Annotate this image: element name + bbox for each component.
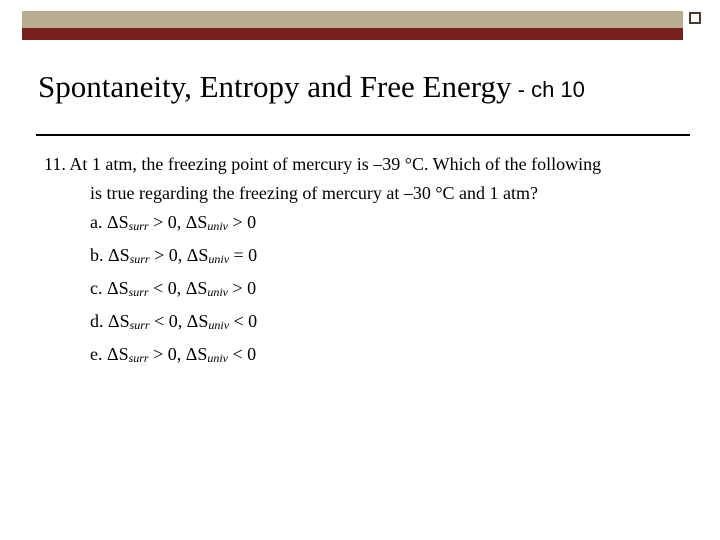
answer-option-a	[44, 208, 684, 241]
option-text: < 0	[229, 311, 258, 331]
option-subscript: surr	[128, 219, 149, 233]
question-block	[44, 150, 684, 373]
option-subscript: surr	[129, 318, 150, 332]
option-text: > 0	[228, 278, 257, 298]
option-text: e. ΔS	[90, 344, 129, 364]
header-band-dark	[22, 28, 683, 40]
option-text: > 0, ΔS	[148, 344, 208, 364]
option-text: a. ΔS	[90, 212, 129, 232]
option-subscript: surr	[129, 252, 150, 266]
title-divider	[36, 134, 690, 136]
option-text: = 0	[229, 245, 258, 265]
answer-option-e	[44, 340, 684, 373]
option-subscript: univ	[207, 351, 229, 365]
option-text: > 0, ΔS	[148, 212, 208, 232]
answer-option-c	[44, 274, 684, 307]
option-subscript: univ	[207, 219, 229, 233]
option-text: < 0, ΔS	[148, 278, 208, 298]
option-subscript: univ	[208, 252, 230, 266]
option-subscript: univ	[207, 285, 229, 299]
option-text: > 0	[228, 212, 257, 232]
option-subscript: surr	[128, 285, 149, 299]
option-subscript: univ	[208, 318, 230, 332]
option-text: b. ΔS	[90, 245, 130, 265]
header-band-light	[22, 11, 683, 28]
slide-title-text: Spontaneity, Entropy and Free Energy	[38, 69, 512, 104]
answer-option-b	[44, 241, 684, 274]
corner-square-icon-lower	[689, 29, 701, 41]
corner-square-icon	[689, 12, 701, 24]
option-text: > 0, ΔS	[149, 245, 209, 265]
option-subscript: surr	[128, 351, 149, 365]
slide-title	[38, 70, 585, 104]
option-text: c. ΔS	[90, 278, 129, 298]
question-line-1: 11. At 1 atm, the freezing point of mercury is –39 °C. Which of the following	[44, 154, 602, 174]
option-text: < 0	[228, 344, 257, 364]
option-text: d. ΔS	[90, 311, 130, 331]
question-line-2: is true regarding the freezing of mercury at –30 °C and 1 atm?	[90, 183, 539, 203]
answer-option-d	[44, 307, 684, 340]
option-text: < 0, ΔS	[149, 311, 209, 331]
slide-chapter: - ch 10	[511, 77, 585, 102]
